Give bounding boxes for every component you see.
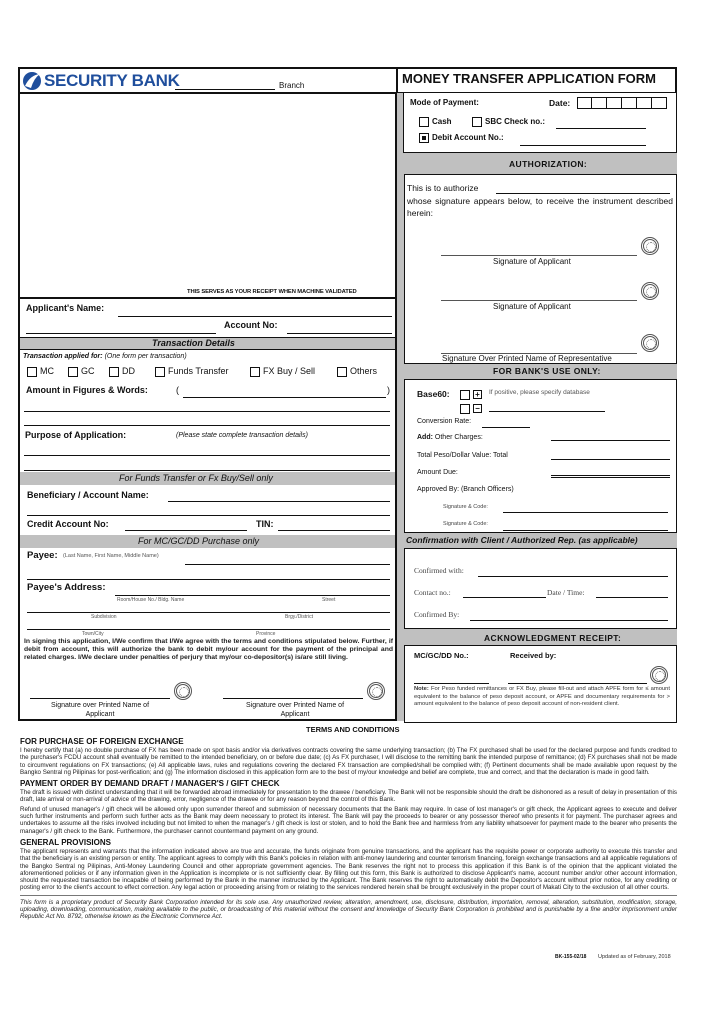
terms-and-conditions — [20, 734, 677, 921]
confirmed-by-line[interactable] — [470, 620, 668, 621]
signature-label-1: Signature of Applicant — [493, 257, 571, 266]
date-time-line[interactable] — [596, 597, 668, 598]
addr-brgy-label: Brgy./District — [285, 614, 313, 620]
address-line-2[interactable] — [27, 612, 390, 613]
branch-label: Branch — [279, 81, 305, 90]
received-by-line[interactable] — [508, 683, 647, 684]
contact-no-line[interactable] — [463, 597, 546, 598]
confirmed-by-label: Confirmed By: — [414, 610, 460, 619]
column-divider — [395, 93, 397, 721]
amount-figures-line[interactable] — [183, 397, 386, 398]
signature-code-line-2[interactable] — [503, 530, 668, 531]
receipt-rule — [18, 297, 396, 299]
branch-line[interactable] — [175, 89, 275, 90]
amount-due-line[interactable] — [551, 475, 670, 478]
confirmation-heading: Confirmation with Client / Authorized Rep. (as applicable) — [406, 535, 638, 545]
applicant-name-line[interactable] — [118, 316, 392, 317]
option-funds-transfer-label: Funds Transfer — [168, 366, 229, 376]
plus-box-icon: + — [473, 390, 482, 399]
payment-order-heading: PAYMENT ORDER BY DEMAND DRAFT / MANAGER'S / GIFT CHECK — [20, 779, 280, 789]
confirmed-with-line[interactable] — [478, 576, 668, 577]
purpose-label: Purpose of Application: — [25, 430, 127, 440]
other-charges-text: Other Charges: — [434, 434, 483, 441]
approved-by-label: Approved By: (Branch Officers) — [417, 486, 514, 493]
amount-words-line-1[interactable] — [24, 411, 390, 412]
base60-note: If positive, please specify database — [489, 389, 590, 396]
signature-seal-icon — [174, 682, 192, 700]
account-no-label: Account No: — [224, 320, 278, 330]
beneficiary-line[interactable] — [168, 501, 390, 502]
fx-heading: FOR PURCHASE OF FOREIGN EXCHANGE — [20, 737, 184, 746]
addr-town-label: Town/City — [82, 631, 104, 637]
option-mc-label: MC — [40, 366, 54, 376]
amount-paren-open: ( — [176, 385, 179, 395]
cash-label: Cash — [432, 117, 452, 127]
debit-account-line[interactable] — [520, 145, 646, 146]
proprietary-notice: This form is a proprietary product of Security Bank Corporation intended for its sole use. Any unauthorized review, alteration, amendment, use, disclosure, distribution, importation, removal, alteration, substitution, modification, storage, uploading, downloading, communication, making available to the public, or broadcasting of this material without the consent and knowledge of Security Bank Corporation is prohibited and is punishable by a fine and/or imprisonment under Republic Act No. 8792, otherwise known as the Electronic Commerce Act. — [20, 898, 677, 921]
mc-no-label: MC/GC/DD No.: — [414, 651, 469, 660]
signature-label-3: Signature Over Printed Name of Representative — [442, 354, 612, 363]
signature-seal-icon — [641, 334, 659, 352]
payee-address-label: Payee's Address: — [27, 582, 106, 593]
addr-province-label: Province — [256, 631, 276, 637]
base60-label: Base60: — [417, 389, 450, 399]
terms-divider — [20, 895, 677, 921]
signature-code-label-1: Signature & Code: — [443, 504, 488, 510]
sbc-check-line[interactable] — [556, 128, 646, 129]
signature-seal-icon — [367, 682, 385, 700]
declaration-text: In signing this application, I/We confirm that I/We agree with the terms and conditions stipulated below. Further, if debit from account, this will authorize the bank to debit my/our account for the payment of the principal and related charges. I/We declare under penalties of perjury that my/our co-depositor(s) is/are still living. — [24, 638, 393, 662]
debit-account-label: Debit Account No.: — [432, 133, 504, 143]
note-label: Note: — [414, 686, 429, 692]
amount-due-label: Amount Due: — [417, 469, 458, 476]
payee-line-2[interactable] — [27, 579, 390, 580]
applied-for-bold: Transaction applied for: — [23, 353, 103, 360]
signature-line-1[interactable] — [441, 255, 637, 256]
account-no-line[interactable] — [287, 333, 392, 334]
bank-use-heading: FOR BANK'S USE ONLY: — [493, 366, 601, 376]
general-provisions-text: The applicant represents and warrants that the information indicated above are true and accurate, the funds originate from genuine transactions, and the applicant has the requisite power or corporate authority to execute this transfer and that the beneficiary is an existing person or entity. The applicant agrees to comply with this Bank's policies in relation with anti-money laundering and counter terrorism financing, foreign exchange transactions and all applicable regulations of the Bangko Sentral ng Pilipinas, Anti-Money Laundering Council and other appropriate government agencies. The Bank reserves the right not to process this application if this Bank is of the opinion that the applicant violated the aforementioned policies or if any information given in the Application is incomplete or is not sufficiently clear. By filling out this form, this Bank is authorized to disclose Applicant's name, account number and/or other account information, should the requested transaction be incapable of being performed by the Bank in the manner instructed by the Applicant. The Bank reserves the right to automatically debit the Depositor's account without prior notice, for any crediting or posting error to the client's account to effect correction. Any legal action or proceeding arising from or relating to the services rendered herein shall be brought exclusively in the proper court of Makati City to the exclusion of all other courts. — [20, 847, 677, 892]
option-fx-buy-sell-checkbox[interactable] — [250, 366, 315, 377]
amount-paren-close: ) — [387, 385, 390, 395]
authorize-text-rest: whose signature appears below, to receive the instrument described herein: — [407, 196, 673, 218]
signature-seal-icon — [641, 282, 659, 300]
payee-line[interactable] — [185, 564, 390, 565]
mode-of-payment-label: Mode of Payment: — [410, 98, 479, 107]
applicant-signature-line-right[interactable] — [223, 698, 363, 699]
authorize-name-line[interactable] — [496, 193, 670, 194]
option-fx-buy-sell-label: FX Buy / Sell — [263, 366, 316, 376]
confirmed-with-label: Confirmed with: — [414, 566, 464, 575]
other-charges-line[interactable] — [551, 440, 670, 441]
option-others-checkbox[interactable] — [337, 366, 377, 377]
funds-transfer-heading: For Funds Transfer or Fx Buy/Sell only — [119, 473, 273, 483]
applicant-signature-label-left: Signature over Printed Name of Applicant — [50, 702, 150, 718]
updated-date: Updated as of February, 2018 — [598, 954, 671, 960]
address-line-1[interactable] — [115, 595, 390, 596]
authorization-heading: AUTHORIZATION: — [509, 159, 588, 169]
signature-line-2[interactable] — [441, 300, 637, 301]
applicant-signature-line-left[interactable] — [30, 698, 170, 699]
acknowledgment-heading: ACKNOWLEDGMENT RECEIPT: — [484, 633, 622, 643]
signature-label-2: Signature of Applicant — [493, 302, 571, 311]
purpose-line-1[interactable] — [24, 455, 390, 456]
mc-purchase-heading: For MC/GC/DD Purchase only — [138, 536, 260, 546]
option-dd-label: DD — [122, 366, 135, 376]
sbc-check-checkbox[interactable] — [472, 117, 545, 127]
purpose-line-2[interactable] — [24, 470, 390, 471]
address-line-3[interactable] — [27, 629, 390, 630]
base60-negative-checkbox[interactable] — [460, 400, 482, 418]
applied-for-label — [23, 353, 187, 360]
received-by-label: Received by: — [510, 651, 557, 660]
option-dd-checkbox[interactable] — [109, 366, 135, 377]
payee-note: (Last Name, First Name, Middle Name) — [63, 553, 159, 559]
addr-room-label: Room/House No./ Bldg. Name — [117, 597, 185, 603]
credit-account-label: Credit Account No: — [27, 519, 109, 529]
terms-heading: TERMS AND CONDITIONS — [306, 725, 400, 734]
option-gc-checkbox[interactable] — [68, 366, 95, 377]
beneficiary-label: Beneficiary / Account Name: — [27, 490, 149, 500]
tin-label: TIN: — [256, 519, 274, 529]
conversion-rate-line[interactable] — [482, 427, 530, 428]
signature-code-line-1[interactable] — [503, 512, 668, 513]
security-bank-logo-icon — [22, 71, 42, 91]
applicant-name-label: Applicant's Name: — [26, 303, 105, 313]
date-time-label: Date / Time: — [547, 588, 585, 597]
transaction-details-heading: Transaction Details — [152, 338, 235, 348]
option-others-label: Others — [350, 366, 378, 376]
amount-label: Amount in Figures & Words: — [26, 385, 148, 395]
bank-name: SECURITY BANK — [44, 71, 180, 90]
receipt-note: THIS SERVES AS YOUR RECEIPT WHEN MACHINE VALIDATED — [187, 289, 357, 295]
contact-no-label: Contact no.: — [414, 588, 451, 597]
total-value-label: Total Peso/Dollar Value: Total — [417, 452, 508, 459]
debit-account-checkbox[interactable] — [419, 133, 504, 143]
signature-code-label-2: Signature & Code: — [443, 521, 488, 527]
option-mc-checkbox[interactable] — [27, 366, 54, 377]
sbc-check-label: SBC Check no.: — [485, 117, 546, 127]
applicant-name-line-2[interactable] — [26, 333, 216, 334]
payee-label: Payee: — [27, 550, 58, 561]
note-text: For Peso funded remittances or FX Buy, please fill-out and attach APFE form for ≤ amount equivalent to the balance of peso deposit account, or APFE and documentary requirements for > amount equivalent to the balance of peso deposit account of non-resident client. — [414, 686, 670, 708]
payment-order-text-1: The draft is issued with distinct understanding that it will be forwarded abroad immediately for presentation to the drawee / beneficiary. The Bank will not be responsible should the draft be dishonored as a result of delay in presentation of this draft, late arrival or non-arrival of advice of the drawing, error, negligence of the drawee or for any reason beyond the control of this Bank. — [20, 789, 677, 804]
option-gc-label: GC — [81, 366, 95, 376]
conversion-rate-label: Conversion Rate: — [417, 418, 472, 425]
authorize-text-start: This is to authorize — [407, 183, 479, 193]
applicant-signature-label-right: Signature over Printed Name of Applicant — [245, 702, 345, 718]
credit-account-line[interactable] — [125, 530, 247, 531]
date-boxes[interactable] — [577, 97, 667, 109]
database-line[interactable] — [489, 411, 605, 412]
cash-checkbox[interactable] — [419, 117, 452, 127]
machine-validation-area — [20, 94, 394, 290]
mc-no-line[interactable] — [414, 683, 489, 684]
option-funds-transfer-checkbox[interactable] — [155, 366, 229, 377]
other-charges-label — [417, 434, 483, 441]
signature-seal-icon — [641, 237, 659, 255]
tin-line[interactable] — [278, 530, 390, 531]
bank-logo — [22, 70, 180, 92]
total-value-line[interactable] — [551, 459, 670, 460]
amount-words-line-2[interactable] — [24, 425, 390, 426]
applied-for-note: (One form per transaction) — [104, 353, 187, 360]
beneficiary-line-2[interactable] — [27, 515, 390, 516]
fx-text: I hereby certify that (a) no double purchase of FX has been made on spot basis and/or via derivatives contracts covering the same underlying transaction; (b) The FX purchased shall be used for the declared purpose and funds credited to the purchaser's FCDU account shall eventually be remitted to the intended beneficiary, on or before due date; (c) As FX purchaser, I will disclose to the remitting bank the intended purpose of remittance; (d) FX purchases shall not be made to circumvent regulations on FX transactions; (e) All applicable laws, rules and regulations covering the declared FX transaction are complied/shall be complied with; (f) Pertinent documents shall be made available upon request by the Bangko Sentral ng Pilipinas for post-verification; and (g) The information disclosed in this application form are to the best of my/our knowledge and belief are complete, true and correct, and that the declaration is made in good faith. — [20, 747, 677, 776]
form-title: MONEY TRANSFER APPLICATION FORM — [402, 71, 656, 86]
add-label: Add: — [417, 434, 433, 441]
addr-subdivision-label: Subdivision — [91, 614, 117, 620]
addr-street-label: Street — [322, 597, 336, 603]
acknowledgment-note — [414, 686, 670, 709]
minus-box-icon: − — [473, 404, 482, 413]
payment-order-text-2: Refund of unused manager's / gift check will be allowed only upon surrender thereof and submission of necessary documents that the Bank may require. In case of lost manager's or gift check, the Applicant agrees to execute and deliver such further instruments and perform such further acts as the Bank may deem necessary to protect its interest. The Bank will pay the proceeds to bearer or any possessor thereof who presents it for payment. The purchaser agrees and undertakes to assume all the risks involved including but not limited to when the manager's / gift check is lost or stolen, and to hold the Bank free and harmless from any liability whatsoever for payment made to the bearer who presents the manager's / gift check to the Bank. Furthermore, the purchaser cannot countermand payment on any ground. — [20, 805, 677, 835]
date-label: Date: — [549, 98, 571, 108]
purpose-note: (Please state complete transaction details) — [176, 432, 308, 439]
general-provisions-heading: GENERAL PROVISIONS — [20, 837, 111, 847]
form-code: BK-155-02/18 — [555, 954, 587, 960]
signature-seal-icon — [650, 666, 668, 684]
header-divider — [396, 67, 398, 93]
